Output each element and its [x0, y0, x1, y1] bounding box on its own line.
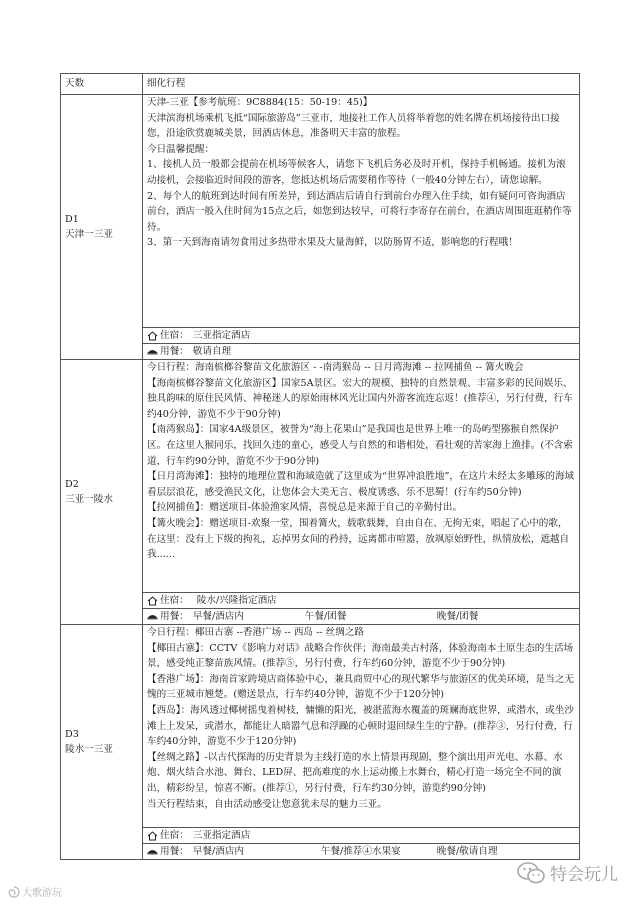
day-row-d2 [61, 360, 580, 593]
meal-breakfast: 早餐/酒店内 [192, 610, 244, 622]
header-day: 天数 [61, 74, 143, 95]
detail-line: 2、每个人的航班到达时间有所差异，到达酒店后请自行到前台办理入住手续，如有疑问可咨询酒店前台，酒店一般入住时间为15点之后，如您到达较早，可将行李寄存在前台，在酒店周围逛逛稍作等待。 [147, 190, 572, 233]
meal-label: 用餐： [160, 845, 189, 857]
brand-watermark [516, 860, 618, 885]
header-row [61, 74, 580, 95]
detail-line: 当天行程结束，自由活动感受让您意犹未尽的魅力三亚。 [147, 798, 387, 810]
detail-line: 【拉网捕鱼】：赠送项目-体验渔家风情，喜悦总是来源于自己的辛勤付出。 [147, 502, 463, 514]
stay-cell-d3 [143, 828, 580, 844]
day-detail-d1 [143, 95, 580, 328]
detail-line: 今日行程：椰田古寨 --香港广场 -- 西岛 -- 丝绸之路 [147, 627, 364, 638]
day-cell-d2 [61, 360, 143, 625]
detail-line: 【香港广场】：海南首家跨境店商体验中心，兼具商贸中心的现代繁华与旅游区的优美环境，是当之无愧的三亚城市翘楚。(赠送景点，行车约40分钟，游览不少于120分钟) [147, 673, 574, 701]
day-route: 陵水一三亚 [65, 744, 113, 755]
day-route: 天津一三亚 [65, 229, 113, 240]
day-cell-d3 [61, 625, 143, 860]
meal-breakfast: 早餐/酒店内 [192, 845, 244, 857]
corner-watermark-text: 大歌游玩 [22, 888, 62, 899]
detail-line: 【日月湾海滩】：独特的地理位置和海域造就了这里成为“世界冲浪胜地”，在这片未经太多雕琢的海域看层层浪花，感受渔民文化，让您体会大美无言、极度诱惑、乐不思蜀！(行车约50分钟) [147, 471, 575, 498]
meal-lunch: 午餐/推荐④水果宴 [320, 845, 401, 857]
day-number: D3 [65, 729, 79, 740]
day-row-d1 [61, 95, 580, 328]
detail-line: 【西岛】：海风透过椰树摇曳着树枝，慵懒的阳光，被湛蓝海水覆盖的斑斓海底世界，或潜水，或坐沙滩上上发呆，或潜水，都能让人暗嚣气息和浮躁的心顿时退回绿生生的宁静。(推荐③，另行付费，行车约40分钟，游览不少于120分钟) [147, 704, 574, 748]
stay-value: 三亚指定酒店 [192, 829, 251, 841]
day-cell-d1 [61, 95, 143, 360]
wechat-icon [516, 861, 546, 885]
stay-cell-d2 [143, 593, 580, 609]
corner-watermark [8, 884, 62, 899]
stay-value: 三亚指定酒店 [192, 329, 251, 341]
detail-line: 3、第一天到海南请勿食用过多热带水果及大量海鲜，以防肠胃不适，影响您的行程哦！ [147, 237, 518, 249]
meal-label: 用餐： [160, 610, 189, 622]
brand-name: 特会玩儿 [550, 865, 618, 885]
detail-line: 【南湾猴岛】：国家4A级景区，被誉为“海上花果山”是我国也是世界上唯一的岛屿型猕猴自然保护区。在这里人猴同乐，找回久违的童心，感受人与自然的和谐相处，看壮观的苦家海上渔排。(不含索道，行车约90分钟，游览不少于90分钟) [147, 424, 573, 467]
detail-line: 今日行程：海南槟榔谷黎苗文化旅游区 - -南湾猴岛 -- 日月湾海滩 -- 拉网捕鱼 -- 篝火晚会 [147, 362, 524, 373]
meal-cell-d1 [143, 344, 580, 360]
stay-value: 陵水/兴隆指定酒店 [196, 594, 277, 606]
home-icon [147, 331, 158, 341]
dish-icon [147, 847, 158, 857]
meal-value: 敬请自理 [192, 345, 232, 357]
day-number: D1 [65, 214, 79, 225]
meal-dinner: 晚餐/敬请自理 [436, 845, 498, 857]
home-icon [147, 831, 158, 841]
swirl-icon [8, 886, 20, 898]
stay-label: 住宿： [160, 329, 189, 341]
detail-line: 【篝火晚会】：赠送项目-欢聚一堂，围着篝火，载歌载舞，自由自在、无拘无束，唱起了心中的歌，在这里：没有上下级的拘礼，忘掉男女间的矜持，远离都市喧嚣，放飒原始野性，纵情放松，遮越自我...... [147, 517, 570, 561]
stay-label: 住宿： [160, 829, 189, 841]
detail-line: 【海南槟榔谷黎苗文化旅游区】国家5A景区。宏大的规模、独特的自然景观、丰富多彩的民间娱乐、独具韵味的原住民风情、神秘迷人的原始雨林风光让国内外游客流连忘返！(推荐④，另行付费，行车约40分钟，游览不少于90分钟) [147, 377, 573, 420]
meal-lunch: 午餐/团餐 [304, 610, 347, 622]
dish-icon [147, 347, 158, 357]
stay-cell-d1 [143, 328, 580, 344]
day-row-d3 [61, 625, 580, 828]
day-detail-d2 [143, 360, 580, 593]
stay-label: 住宿： [160, 594, 189, 606]
itinerary-sheet [60, 73, 580, 860]
detail-line: 【丝绸之路】-以古代探海的历史背景为主线打造的水上情景再现剧，整个演出用声光电、水幕、水炮、烟火结合水池、舞台、LED屏、把高难度的水上运动搬上水舞台，精心打造一场完全不同的演出，精彩纷呈，惊喜不断。(推荐①，另行付费，行车约30分钟，游览约90分钟) [147, 751, 563, 794]
meal-dinner: 晚餐/团餐 [436, 610, 479, 622]
day-number: D2 [65, 479, 79, 490]
day-route: 三亚一陵水 [65, 494, 113, 505]
header-detail: 细化行程 [143, 74, 580, 95]
itinerary-table [60, 73, 580, 860]
day-detail-d3 [143, 625, 580, 828]
meal-label: 用餐： [160, 345, 189, 357]
detail-line: 【椰田古寨】：CCTV《影响力对话》战略合作伙伴；海南最美古村落，体验海南本土原生态的生活场景，感受纯正黎苗族风情。(推荐⑤，另行付费，行车约60分钟，游览不少于90分钟) [147, 642, 574, 670]
detail-line: 1、接机人员一般都会提前在机场等候客人，请您下飞机后务必及时开机，保持手机畅通。接机为滚动接机，会接临近时间段的游客，您抵达机场后需要稍作等待（一般40分钟左右），请您谅解。 [147, 159, 566, 186]
home-icon [147, 596, 158, 606]
detail-line: 今日温馨提醒： [147, 143, 215, 155]
dish-icon [147, 612, 158, 622]
detail-line: 天津-三亚【参考航班：9C8884(15：50-19：45)】 [147, 97, 373, 108]
detail-line: 天津滨海机场乘机飞抵“国际旅游岛”三亚市，地接社工作人员将举着您的姓名牌在机场接待出口接您，沿途欣赏鹿城美景，回酒店休息，准备明天丰富的旅程。 [147, 112, 560, 140]
meal-cell-d3 [143, 844, 580, 860]
meal-cell-d2 [143, 609, 580, 625]
